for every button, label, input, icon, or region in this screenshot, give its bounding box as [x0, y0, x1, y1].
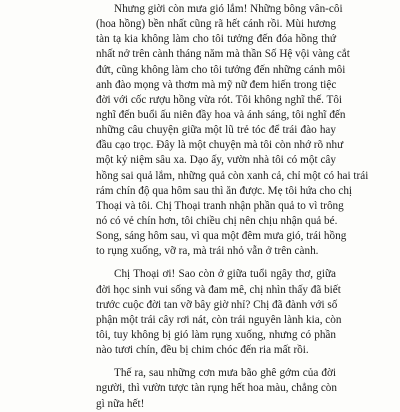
text-line: Chị Thoại ơi! Sao còn ở giữa tuổi ngây thơ, giữa — [114, 268, 336, 281]
paragraph-1 — [96, 2, 369, 259]
text-line: (hoa hồng) bền nhất cũng rã hết cánh rồi. Mùi hương — [96, 18, 336, 31]
text-line: to rụng xuống, vỡ ra, mà trái nhỏ vẫn ở trên cành. — [96, 245, 319, 258]
paragraph-3 — [96, 366, 336, 411]
text-line: đời với cốc rượu hồng vừa rót. Tôi không nghĩ thế. Tôi — [96, 93, 343, 106]
text-line: Song, sáng hôm sau, vì qua một đêm mưa gió, trái hồng — [96, 230, 347, 243]
text-line: Nhưng giời còn mưa gió lắm! Những bông vân-côi — [114, 3, 343, 15]
paragraph-2 — [96, 267, 342, 358]
text-line: đời học sinh vui sống và đam mê, chị nhìn thấy đã biết — [96, 283, 341, 296]
text-line: rám chín độ qua hôm sau thì ăn được. Mẹ tôi hứa cho chị — [96, 184, 353, 197]
text-line: người, thì vườn tược tàn rụng hết hoa màu, chẳng còn — [96, 382, 337, 395]
text-line: nào tươi chín, đều bị chim chóc đến ria mất rồi. — [96, 344, 309, 357]
text-line: đầu cạo trọc. Đây là một chuyện mà tôi còn nhớ rõ như — [96, 139, 344, 152]
text-line: những câu chuyện giữa một lũ trẻ tóc để trái đào hay — [96, 124, 336, 137]
text-line: tôi, tuy không bị gió làm rụng xuống, nhưng có phần — [96, 328, 336, 341]
text-line: gì nữa hết! — [96, 397, 145, 410]
text-line: hồng sai quả lắm, những quả còn xanh cả, chỉ một có hai trái — [96, 169, 369, 182]
text-line: anh đào mọng và thơm mà mỹ nữ đem hiến trong tiệc — [96, 78, 337, 91]
text-line: trước cuộc đời tan vỡ bây giờ nhỉ? Chị đã đành với số — [96, 298, 338, 311]
text-line: nhất nở trên cành tháng năm mà thần Số Hệ vội vàng cắt — [96, 48, 350, 61]
text-line: một kỷ niệm sâu xa. Dạo ấy, vườn nhà tôi có một cây — [96, 154, 336, 167]
paragraph-gap — [96, 259, 336, 267]
text-line: tàn tạ kia không làm cho tôi tưởng đến đóa hồng thứ — [96, 33, 336, 46]
text-line: Thoại và tôi. Chị Thoại tranh nhận phần quả to vì trông — [96, 199, 344, 212]
paragraph-gap — [96, 358, 336, 366]
text-line: đứt, cũng không làm cho tôi tưởng đến những cánh môi — [96, 63, 346, 76]
text-line: nó có vẻ chín hơn, tôi chiều chị nên chịu nhận quả bé. — [96, 214, 338, 227]
text-line: nghĩ đến buổi ấu niên đầy hoa và ánh sáng, tôi nghĩ đến — [96, 108, 346, 121]
page-text — [96, 2, 369, 412]
text-line: Thế ra, sau những cơn mưa bão ghê gớm của đời — [114, 367, 336, 380]
text-line: phận một trái cây rơi nát, còn trái nguyên lành kia, còn — [96, 313, 342, 326]
